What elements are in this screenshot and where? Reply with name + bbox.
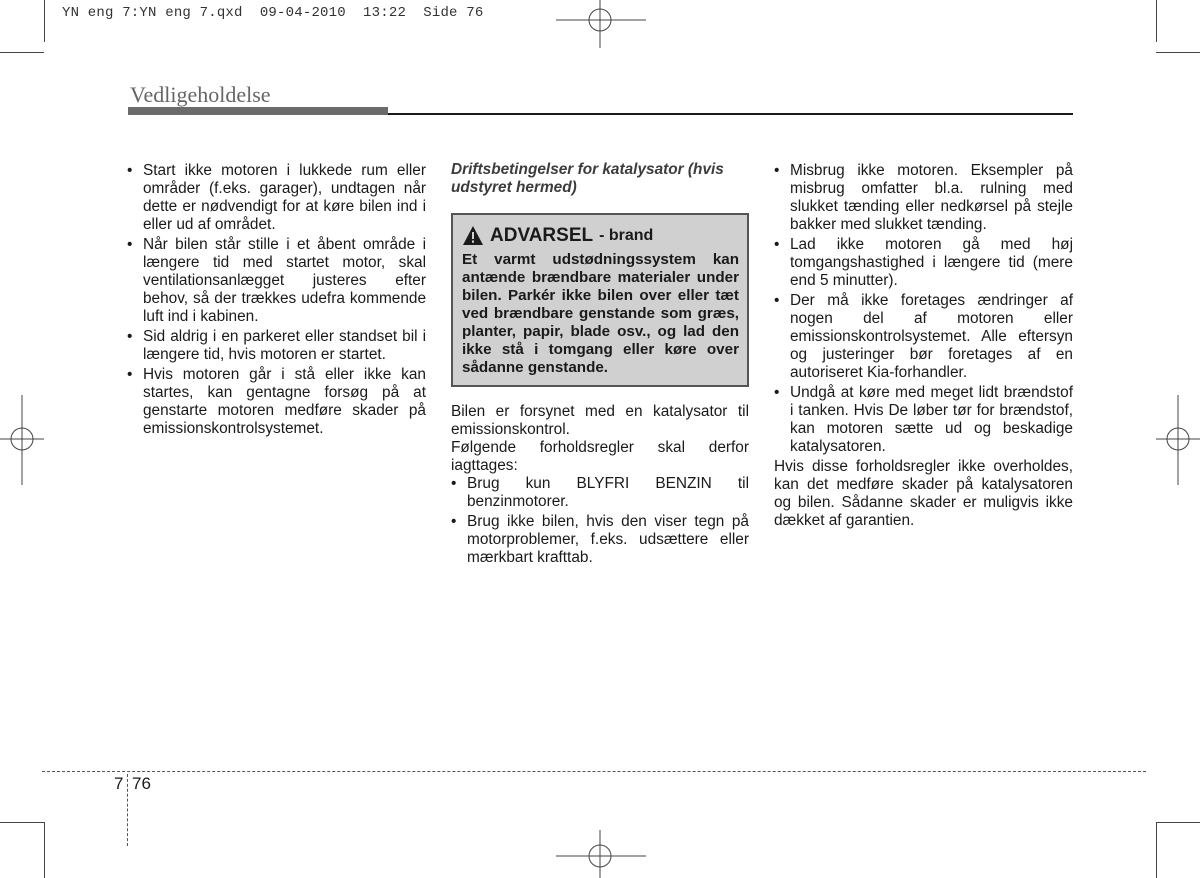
list-item: • Lad ikke motoren gå med høj tomgangshastighed i længere tid (mere end 5 minutter). [774, 236, 1073, 290]
header-bar [128, 107, 388, 115]
warning-triangle-icon [462, 225, 484, 247]
crop-mark [1156, 822, 1157, 878]
list-item: • Hvis motoren går i stå eller ikke kan startes, kan gentagne forsøg på at genstarte motoren medføre skader på emissionskontrolsystemet. [127, 366, 426, 438]
paragraph: Hvis disse forholdsregler ikke overholdes, kan det medføre skader på katalysatoren og bilen. Sådanne skader er muligvis ikke dækket af garantien. [774, 458, 1073, 529]
section-title: Vedligeholdelse [130, 82, 271, 107]
crop-mark [1156, 822, 1200, 823]
list-item: • Når bilen står stille i et åbent område i længere tid med startet motor, skal ventilationsanlægget justeres efter behov, så der trækkes udefra kommende luft ind i kabinen. [127, 236, 426, 326]
crop-mark [44, 0, 45, 42]
list-item: • Brug ikke bilen, hvis den viser tegn på motorproblemer, f.eks. udsættere eller mærkbart krafttab. [451, 513, 749, 567]
warning-title [462, 225, 739, 247]
paragraph: Følgende forholdsregler skal derfor iagttages: [451, 439, 749, 474]
column-3 [774, 162, 1073, 530]
subheading: Driftsbetingelser for katalysator (hvis udstyret hermed) [451, 161, 724, 196]
crop-mark [44, 822, 45, 878]
registration-mark-top [556, 0, 646, 48]
crop-mark [1156, 52, 1200, 53]
registration-mark-left [0, 395, 44, 485]
footer-rule [42, 771, 1146, 772]
warning-subtitle: - brand [599, 227, 654, 244]
list-item: • Start ikke motoren i lukkede rum eller områder (f.eks. garager), undtagen når dette er nødvendigt for at køre bilen ind i eller ud af området. [127, 162, 426, 234]
bullet-list [774, 162, 1073, 456]
crop-mark [0, 822, 44, 823]
registration-mark-right [1156, 395, 1200, 485]
list-item: • Der må ikke foretages ændringer af nogen del af motoren eller emissionskontrolsystemet. Alle eftersyn og justeringer bør foretages af en autoriseret Kia-forhandler. [774, 292, 1073, 382]
crop-mark [0, 52, 44, 53]
header-rule [388, 113, 1073, 115]
chapter-number: 7 [114, 774, 124, 793]
crop-mark [1156, 0, 1157, 42]
list-item: • Undgå at køre med meget lidt brændstof i tanken. Hvis De løber tør for brændstof, kan motoren sætte ud og beskadige katalysatoren. [774, 384, 1073, 456]
list-item: • Brug kun BLYFRI BENZIN til benzinmotorer. [451, 475, 749, 511]
warning-label: ADVARSEL [490, 225, 594, 246]
bullet-list [127, 162, 426, 438]
print-slug: YN eng 7:YN eng 7.qxd 09-04-2010 13:22 Side 76 [62, 5, 484, 21]
bullet-list [451, 475, 749, 567]
warning-body: Et varmt udstødningssystem kan antænde brændbare materialer under bilen. Parkér ikke bilen over eller tæt ved brændbare genstande som græs, planter, papir, blade osv., og lad den ikke stå i tomgang eller køre over sådanne genstande. [462, 251, 739, 376]
column-2 [451, 161, 749, 569]
footer-divider [127, 774, 128, 846]
column-1 [127, 162, 426, 440]
page-number: 76 [132, 774, 151, 793]
list-item: • Misbrug ikke motoren. Eksempler på misbrug omfatter bl.a. rulning med slukket tænding eller nedkørsel på stejle bakker med slukket tænding. [774, 162, 1073, 234]
list-item: • Sid aldrig i en parkeret eller standset bil i længere tid, hvis motoren er startet. [127, 328, 426, 364]
warning-box [451, 213, 749, 387]
registration-mark-bottom [556, 830, 646, 878]
paragraph: Bilen er forsynet med en katalysator til emissionskontrol. [451, 403, 749, 438]
